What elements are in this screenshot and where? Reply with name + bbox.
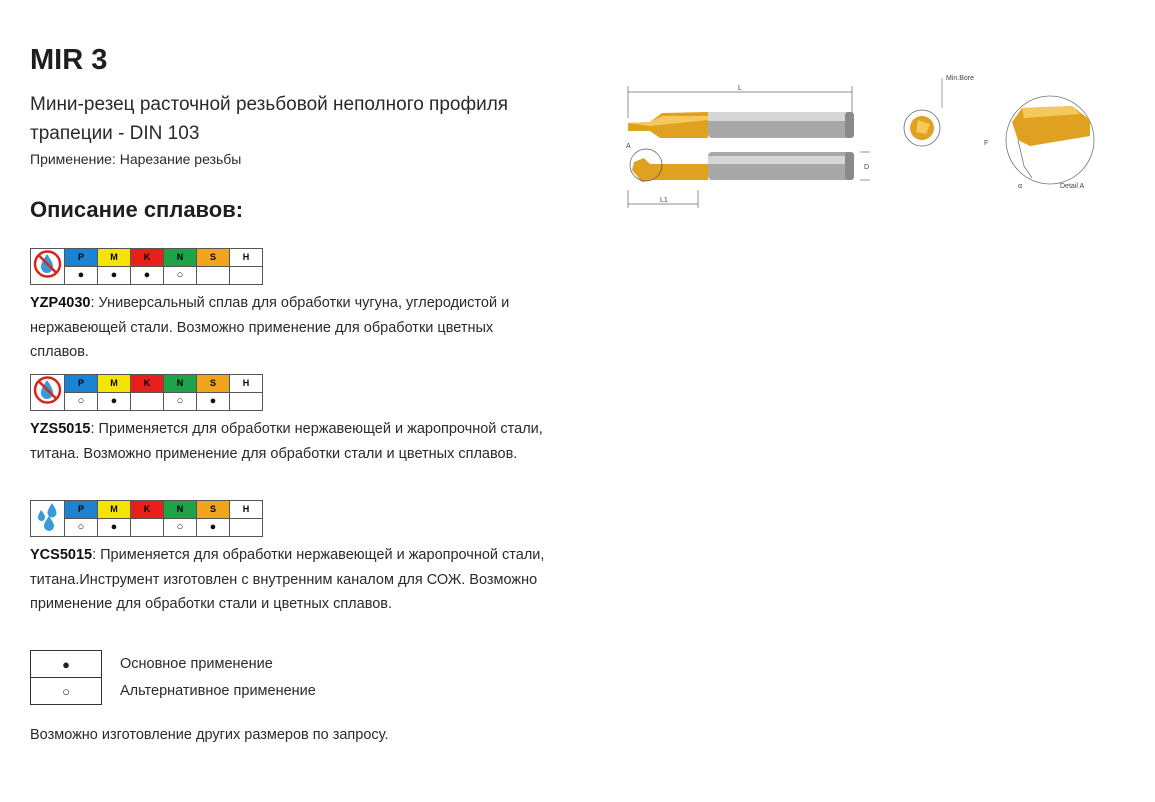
tool-top-view: [626, 143, 870, 208]
coolant-drops-icon: [31, 501, 65, 537]
usage-mark: ○: [164, 519, 197, 537]
material-m: M: [98, 249, 131, 267]
material-k: K: [131, 249, 164, 267]
legend-alt-label: Альтернативное применение: [120, 683, 316, 699]
material-h: H: [230, 501, 263, 519]
usage-legend: [30, 650, 317, 705]
usage-mark: ○: [65, 519, 98, 537]
dim-d-label: D: [864, 164, 870, 171]
usage-mark: [230, 393, 263, 411]
usage-mark: [230, 267, 263, 285]
no-coolant-icon: [31, 375, 65, 411]
alloys-heading: Описание сплавов:: [30, 197, 244, 222]
detail-a-view: [984, 96, 1094, 190]
material-m: M: [98, 375, 131, 393]
grade-code: YCS5015: [30, 547, 93, 563]
legend-alt-symbol: ○: [31, 678, 102, 705]
grade-table-yzs5015: [30, 374, 263, 411]
angle-label: α: [1018, 183, 1023, 190]
material-n: N: [164, 501, 197, 519]
material-p: P: [65, 249, 98, 267]
material-h: H: [230, 375, 263, 393]
grade-description-ycs5015: [30, 543, 550, 617]
usage-mark: ●: [98, 393, 131, 411]
detail-a-label: Detail A: [1060, 183, 1085, 190]
product-subtitle: Мини-резец расточной резьбовой неполного профиля трапеции - DIN 103: [30, 94, 509, 144]
usage-mark: ○: [164, 393, 197, 411]
usage-mark: [230, 519, 263, 537]
custom-size-note: Возможно изготовление других размеров по запросу.: [30, 727, 389, 743]
usage-mark: [131, 393, 164, 411]
usage-mark: ●: [131, 267, 164, 285]
usage-mark: ●: [98, 267, 131, 285]
usage-mark: ●: [65, 267, 98, 285]
min-bore-label: Min.Bore: [946, 75, 975, 82]
material-n: N: [164, 375, 197, 393]
detail-a-marker: A: [626, 143, 631, 150]
tool-side-view: [628, 85, 854, 138]
material-k: K: [131, 375, 164, 393]
usage-mark: ●: [98, 519, 131, 537]
grade-text: : Применяется для обработки нержавеющей и жаропрочной стали, титана.Инструмент изготовлен с внутренним каналом для СОЖ. Возможно применение для обработки стали и цветных сплавов.: [30, 547, 545, 612]
grade-code: YZP4030: [30, 295, 91, 311]
material-s: S: [197, 375, 230, 393]
usage-mark: [131, 519, 164, 537]
material-m: M: [98, 501, 131, 519]
dim-l-label: L: [738, 85, 742, 92]
no-coolant-icon: [31, 249, 65, 285]
usage-mark: ○: [65, 393, 98, 411]
grade-description-yzs5015: [30, 417, 550, 466]
usage-mark: ●: [197, 393, 230, 411]
tool-drawing: [620, 70, 1100, 215]
product-title: MIR 3: [30, 44, 108, 76]
material-s: S: [197, 501, 230, 519]
grade-table-yzp4030: [30, 248, 263, 285]
legend-main-symbol: ●: [31, 651, 102, 678]
dim-l1-label: L1: [660, 197, 668, 204]
material-k: K: [131, 501, 164, 519]
dim-f-label: F: [984, 140, 989, 147]
grade-code: YZS5015: [30, 421, 91, 437]
grade-text: : Универсальный сплав для обработки чугуна, углеродистой и нержавеющей стали. Возможно применение для обработки цветных сплавов.: [30, 295, 510, 360]
material-p: P: [65, 501, 98, 519]
material-h: H: [230, 249, 263, 267]
material-n: N: [164, 249, 197, 267]
material-s: S: [197, 249, 230, 267]
grade-table-ycs5015: [30, 500, 263, 537]
grade-text: : Применяется для обработки нержавеющей и жаропрочной стали, титана. Возможно применение для обработки стали и цветных сплавов.: [30, 421, 543, 462]
usage-mark: [197, 267, 230, 285]
usage-mark: ●: [197, 519, 230, 537]
grade-description-yzp4030: [30, 291, 550, 365]
product-application: Применение: Нарезание резьбы: [30, 151, 242, 167]
legend-main-label: Основное применение: [120, 656, 273, 672]
material-p: P: [65, 375, 98, 393]
usage-mark: ○: [164, 267, 197, 285]
tool-end-view: [904, 75, 974, 146]
